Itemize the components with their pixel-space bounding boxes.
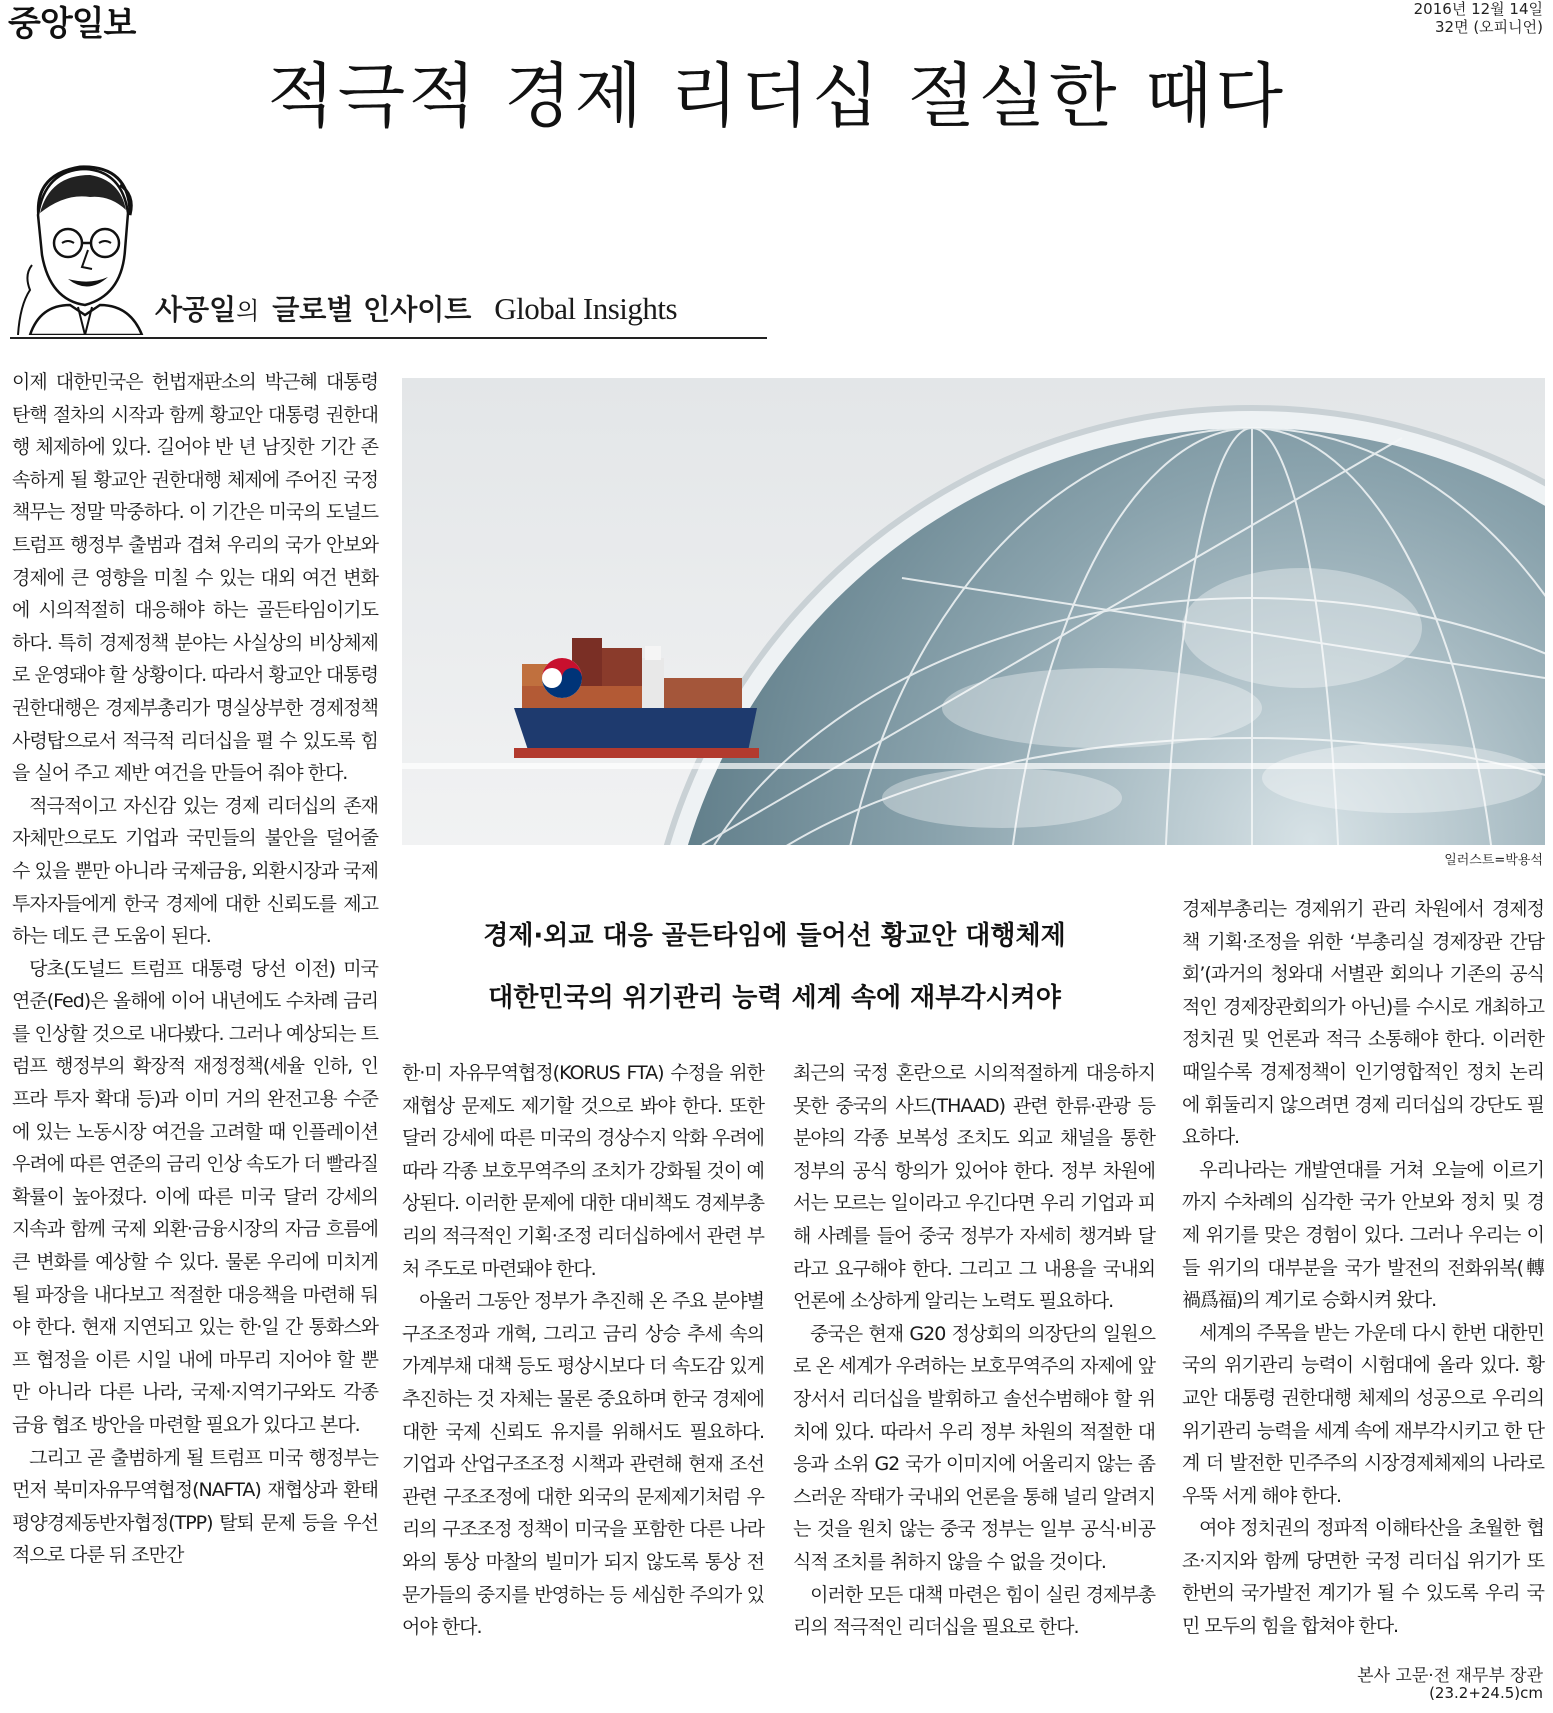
illustration-credit: 일러스트=박용석 [1444, 853, 1543, 868]
body-column-3 [793, 1057, 1155, 1644]
paragraph: 당초(도널드 트럼프 대통령 당선 이전) 미국 연준(Fed)은 올해에 이어 내년에도 수차례 금리를 인상할 것으로 내다봤다. 그러나 예상되는 트럼프 행정부의 확장적 재정정책(세율 인하, 인프라 투자 확대 등)과 이미 거의 완전고용 수준에 있는 노동시장 여건을 고려할 때 인플레이션 우려에 따른 연준의 금리 인상 속도가 더 빨라질 확률이 높아졌다. 이에 따른 미국 달러 강세의 지속과 함께 국제 외환·금융시장의 자금 흐름에 큰 변화를 예상할 수 있다. 물론 우리에 미치게 될 파장을 내다보고 적절한 대응책을 마련해 둬야 한다. 현재 지연되고 있는 한·일 간 통화스와프 협정을 이른 시일 내에 마무리 지어야 할 뿐만 아니라 다른 나라, 국제·지역기구와도 각종 금융 협조 방안을 마련할 필요가 있다고 본다. [12, 957, 378, 1436]
paragraph: 중국은 현재 G20 정상회의 의장단의 일원으로 온 세계가 우려하는 보호무역주의 자제에 앞장서서 리더십을 발휘하고 솔선수범해야 할 위치에 있다. 따라서 우리 정부 차원의 적절한 대응과 소위 G2 국가 이미지에 어울리지 않는 좀스러운 작태가 국내외 언론을 통해 널리 알려지는 것을 원치 않는 중국 정부는 일부 공식·비공식적 조치를 취하지 않을 수 없을 것이다. [793, 1322, 1155, 1573]
article-size-note: (23.2+24.5)cm [1429, 1684, 1543, 1702]
column-series-english: Global Insights [494, 291, 678, 326]
subhead-line-2: 대한민국의 위기관리 능력 세계 속에 재부각시켜야 [488, 983, 1061, 1013]
paragraph: 아울러 그동안 정부가 추진해 온 주요 분야별 구조조정과 개혁, 그리고 금리 상승 추세 속의 가계부채 대책 등도 평상시보다 더 속도감 있게 추진하는 것 자체는 물론 중요하며 한국 경제에 대한 국제 신뢰도 유지를 위해서도 필요하다. 기업과 산업구조조정 시책과 관련해 현재 조선 관련 구조조정에 대한 외국의 문제제기처럼 우리의 구조조정 정책이 미국을 포함한 다른 나라와의 통상 마찰의 빌미가 되지 않도록 통상 전문가들의 중지를 반영하는 등 세심한 주의가 있어야 한다. [402, 1290, 764, 1639]
globe-ship-illustration [402, 378, 1545, 845]
body-column-1 [12, 366, 378, 1572]
subheads [402, 905, 1147, 1029]
body-column-2 [402, 1057, 764, 1644]
columnist-name: 사공일 [155, 293, 237, 326]
paragraph: 세계의 주목을 받는 가운데 다시 한번 대한민국의 위기관리 능력이 시험대에 올라 있다. 황교안 대통령 권한대행 체제의 성공으로 우리의 위기관리 능력을 세계 속에 재부각시키고 한 단계 더 발전한 민주주의 시장경제체제의 나라로 우뚝 서게 해야 한다. [1182, 1321, 1544, 1507]
column-title [155, 288, 677, 328]
paragraph: 이제 대한민국은 헌법재판소의 박근혜 대통령 탄핵 절차의 시작과 함께 황교안 대통령 권한대행 체제하에 있다. 길어야 반 년 남짓한 기간 존속하게 될 황교안 권한대행 체제에 주어진 국정 책무는 정말 막중하다. 이 기간은 미국의 도널드 트럼프 행정부 출범과 겹쳐 우리의 국가 안보와 경제에 큰 영향을 미칠 수 있는 대외 여건 변화에 시의적절히 대응해야 하는 골든타임이기도 하다. 특히 경제정책 분야는 사실상의 비상체제로 운영돼야 할 상황이다. 따라서 황교안 대통령 권한대행은 경제부총리가 명실상부한 경제정책 사령탑으로서 적극적 리더십을 펼 수 있도록 힘을 실어 주고 제반 여건을 만들어 줘야 한다. [12, 371, 378, 785]
title-rule [10, 337, 767, 339]
paragraph: 우리나라는 개발연대를 거쳐 오늘에 이르기까지 수차례의 심각한 국가 안보와 정치 및 경제 위기를 맞은 경험이 있다. 그러나 우리는 이들 위기의 대부분을 국가 발전의 전화위복(轉禍爲福)의 계기로 승화시켜 왔다. [1182, 1158, 1544, 1312]
paragraph: 여야 정치권의 정파적 이해타산을 초월한 협조·지지와 함께 당면한 국정 리더십 위기가 또 한번의 국가발전 계기가 될 수 있도록 우리 국민 모두의 힘을 합쳐야 한다. [1182, 1517, 1544, 1638]
paragraph: 한·미 자유무역협정(KORUS FTA) 수정을 위한 재협상 문제도 제기할 것으로 봐야 한다. 또한 달러 강세에 따른 미국의 경상수지 악화 우려에 따라 각종 보호무역주의 조치가 강화될 것이 예상된다. 이러한 문제에 대한 대비책도 경제부총리의 적극적인 기획·조정 리더십하에서 관련 부처 주도로 마련돼야 한다. [402, 1062, 764, 1280]
author-title: 본사 고문·전 재무부 장관 [1357, 1666, 1543, 1686]
publication-date: 2016년 12월 14일 [1413, 0, 1543, 18]
possessive-particle: 의 [236, 297, 260, 325]
dateline [1414, 0, 1543, 36]
body-column-4 [1182, 893, 1544, 1643]
headline: 적극적 경제 리더십 절실한 때다 [266, 55, 1287, 137]
paragraph: 이러한 모든 대책 마련은 힘이 실린 경제부총리의 적극적인 리더십을 필요로 한다. [793, 1583, 1155, 1639]
columnist-caricature [10, 155, 150, 335]
page-section: 32면 (오피니언) [1434, 18, 1543, 36]
column-series-korean: 글로벌 인사이트 [272, 293, 472, 326]
paragraph: 최근의 국정 혼란으로 시의적절하게 대응하지 못한 중국의 사드(THAAD) 관련 한류·관광 등 분야의 각종 보복성 조치도 외교 채널을 통한 정부의 공식 항의가 있어야 한다. 정부 차원에서는 모르는 일이라고 우긴다면 우리 기업과 피해 사례를 들어 중국 정부가 자세히 챙겨봐 달라고 요구해야 한다. 그리고 그 내용을 국내외 언론에 소상하게 알리는 노력도 필요하다. [793, 1062, 1155, 1313]
byline [1357, 1661, 1543, 1702]
masthead-logo: 중앙일보 [8, 4, 136, 44]
paragraph: 경제부총리는 경제위기 관리 차원에서 경제정책 기획·조정을 위한 ‘부총리실 경제장관 간담회’(과거의 청와대 서별관 회의나 기존의 공식적인 경제장관회의가 아닌)를 수시로 개최하고 정치권 및 언론과 적극 소통해야 한다. 이러한 때일수록 경제정책이 인기영합적인 정치 논리에 휘둘리지 않으려면 경제 리더십의 강단도 필요하다. [1182, 898, 1544, 1149]
paragraph: 적극적이고 자신감 있는 경제 리더십의 존재 자체만으로도 기업과 국민들의 불안을 덜어줄 수 있을 뿐만 아니라 국제금융, 외환시장과 국제투자자들에게 한국 경제에 대한 신뢰도를 제고하는 데도 큰 도움이 된다. [12, 794, 378, 948]
subhead-line-1: 경제·외교 대응 골든타임에 들어선 황교안 대행체제 [483, 921, 1066, 951]
paragraph: 그리고 곧 출범하게 될 트럼프 미국 행정부는 먼저 북미자유무역협정(NAFTA) 재협상과 환태평양경제동반자협정(TPP) 탈퇴 문제 등을 우선적으로 다룬 뒤 조만간 [12, 1446, 378, 1567]
